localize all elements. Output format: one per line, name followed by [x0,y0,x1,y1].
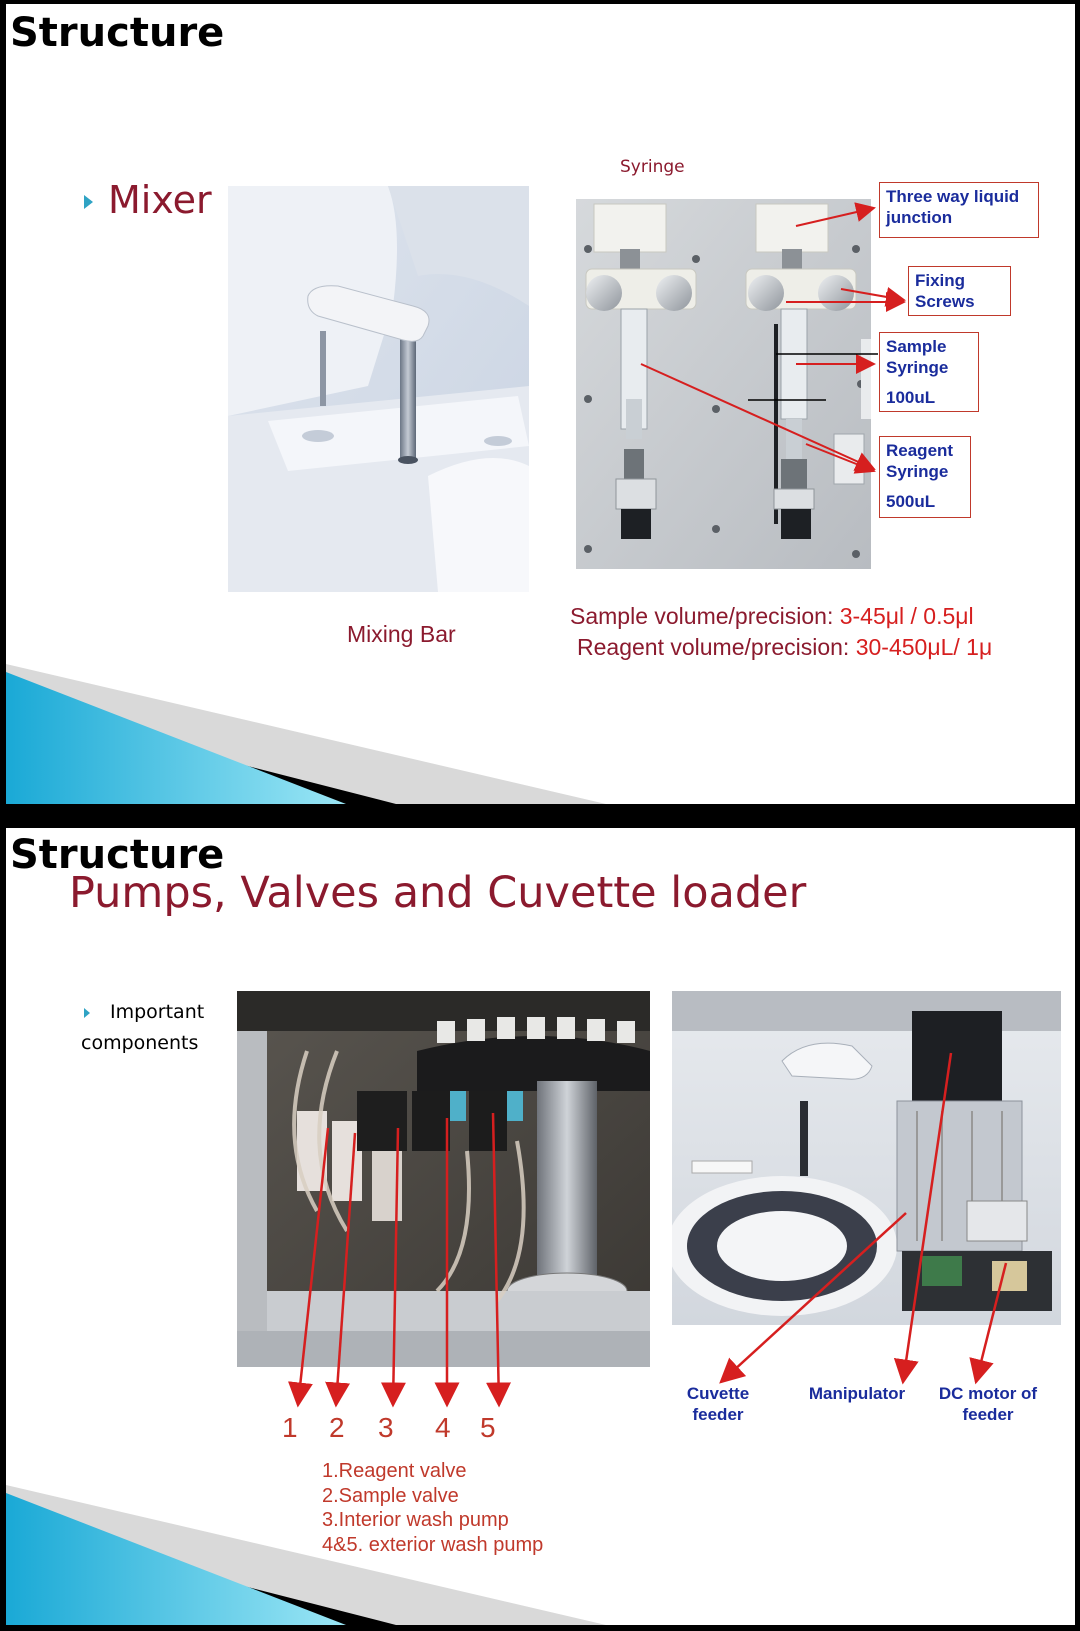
spec-line-sample [570,601,974,632]
dc-motor-line1: DC motor of [938,1384,1038,1403]
cuvette-loader-photo [672,991,1061,1325]
label-reagent-syringe [879,436,971,518]
bullet-important: Important [110,1001,205,1023]
reagent-syringe-volume: 500uL [886,492,936,511]
legend-item-4: 4&5. exterior wash pump [322,1534,544,1556]
label-fixing-screws: Fixing Screws [908,266,1011,316]
sample-syringe-text: Sample Syringe [886,337,949,377]
component-number-5: 5 [480,1412,496,1443]
label-three-way-junction: Three way liquid junction [879,182,1039,238]
slide-title: Structure [10,10,225,56]
decorative-wedge [6,1485,626,1625]
dc-motor-line2: feeder [962,1405,1014,1424]
slide-title: Structure [10,832,225,878]
component-number-3: 3 [378,1412,394,1443]
mixer-bullet: Mixer [108,178,212,222]
sample-syringe-volume: 100uL [886,388,936,407]
label-sample-syringe [879,332,979,412]
label-cuvette-feeder [678,1383,758,1425]
label-dc-motor [928,1383,1048,1425]
cuvette-feeder-line1: Cuvette [686,1384,750,1403]
spec-sample-label: Sample volume/precision: [570,603,840,629]
pumps-valves-photo [237,991,650,1367]
spec-sample-value: 3-45μl / 0.5μl [839,603,974,629]
legend-item-1: 1.Reagent valve [322,1460,467,1482]
legend-item-2: 2.Sample valve [322,1485,459,1507]
bullet-arrow-icon [84,195,93,209]
spec-reagent-label: Reagent volume/precision: [577,634,856,660]
section-heading: Pumps, Valves and Cuvette loader [69,868,807,918]
label-manipulator: Manipulator [808,1384,906,1403]
reagent-syringe-text: Reagent Syringe [886,441,954,481]
bullet-components: components [81,1032,199,1054]
component-number-4: 4 [435,1412,451,1443]
legend-item-3: 3.Interior wash pump [322,1509,509,1531]
component-number-1: 1 [282,1412,298,1443]
cuvette-feeder-line2: feeder [692,1405,744,1424]
decorative-wedge [6,664,626,804]
slide-mixer-syringe [6,4,1075,804]
spec-reagent-value: 30-450μL/ 1μ [855,634,993,660]
slide-pumps-valves [6,828,1075,1625]
mixing-bar-caption: Mixing Bar [347,621,456,647]
component-number-2: 2 [329,1412,345,1443]
bullet-arrow-icon [84,1008,90,1018]
mixer-photo [228,186,529,592]
spec-line-reagent [577,632,992,663]
syringe-photo [576,199,871,569]
syringe-heading: Syringe [620,157,685,177]
